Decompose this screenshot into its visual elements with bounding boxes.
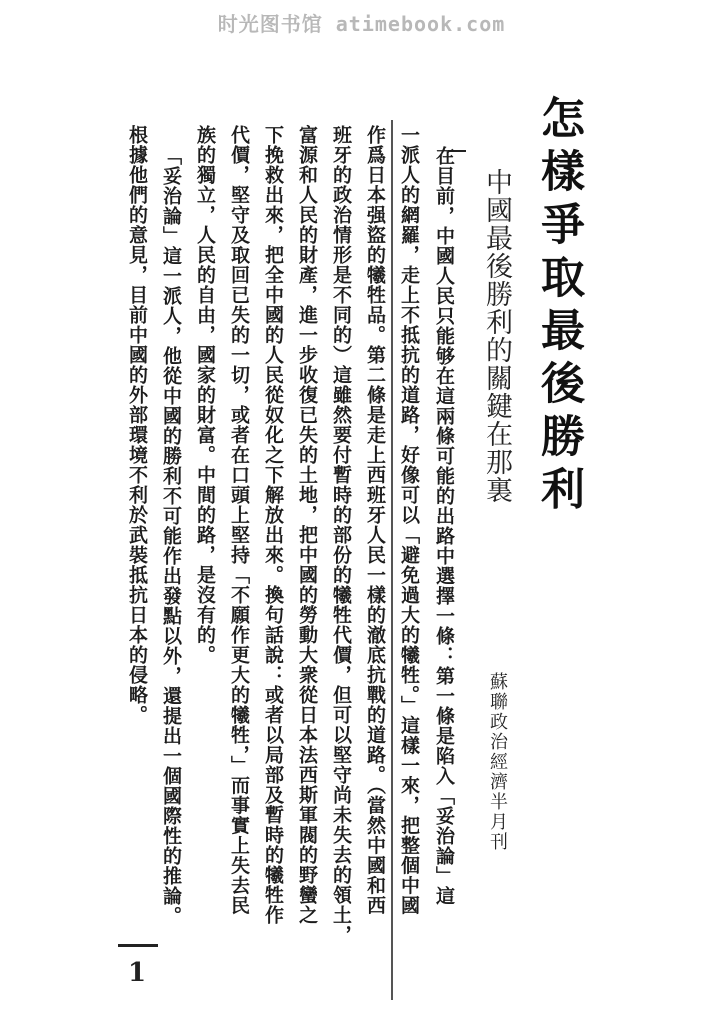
body-column-3: 作爲日本强盜的犧牲品。第二條是走上西班牙人民一樣的澈底抗戰的道路。（當然中國和西 bbox=[364, 125, 386, 916]
article-title: 怎樣爭取最後勝利 bbox=[533, 95, 584, 519]
source-attribution: 蘇聯政治經濟半月刊 bbox=[487, 672, 508, 852]
margin-bracket-line bbox=[391, 120, 393, 1000]
body-column-9: 「妥治論」這一派人，他從中國的勝利不可能作出發點以外，還提出一個國際性的推論。 bbox=[160, 146, 182, 926]
body-column-1: 在目前，中國人民只能够在這兩條可能的出路中選擇一條：第一條是陷入「妥治論」這 bbox=[433, 146, 455, 906]
page-number-rule bbox=[118, 944, 158, 947]
page-number: 1 bbox=[128, 958, 147, 988]
body-column-2: 一派人的網羅，走上不抵抗的道路，好像可以「避免過大的犧牲。」這樣一來，把整個中國 bbox=[398, 125, 420, 916]
article-subtitle: 中國最後勝利的關鍵在那裏 bbox=[481, 168, 512, 504]
body-column-6: 下挽救出來，把全中國的人民從奴化之下解放出來。換句話說：或者以局部及暫時的犧牲作 bbox=[262, 125, 284, 925]
watermark: 时光图书馆 atimebook.com bbox=[217, 12, 506, 36]
body-column-4: 班牙的政治情形是不同的）這雖然要付暫時的部份的犧牲代價，但可以堅守尚未失去的領土， bbox=[330, 125, 352, 945]
body-column-7: 代價，堅守及取回已失的一切，或者在口頭上堅持「不願作更大的犧牲，」而事實上失去民 bbox=[228, 125, 250, 916]
body-column-10: 根據他們的意見，目前中國的外部環境不利於武裝抵抗日本的侵略。 bbox=[126, 125, 148, 725]
body-column-8: 族的獨立，人民的自由，國家的財富。中間的路，是沒有的。 bbox=[194, 125, 216, 665]
body-column-5: 富源和人民的財產，進一步收復已失的土地，把中國的勞動大衆從日本法西斯軍閥的野蠻之 bbox=[296, 125, 318, 925]
